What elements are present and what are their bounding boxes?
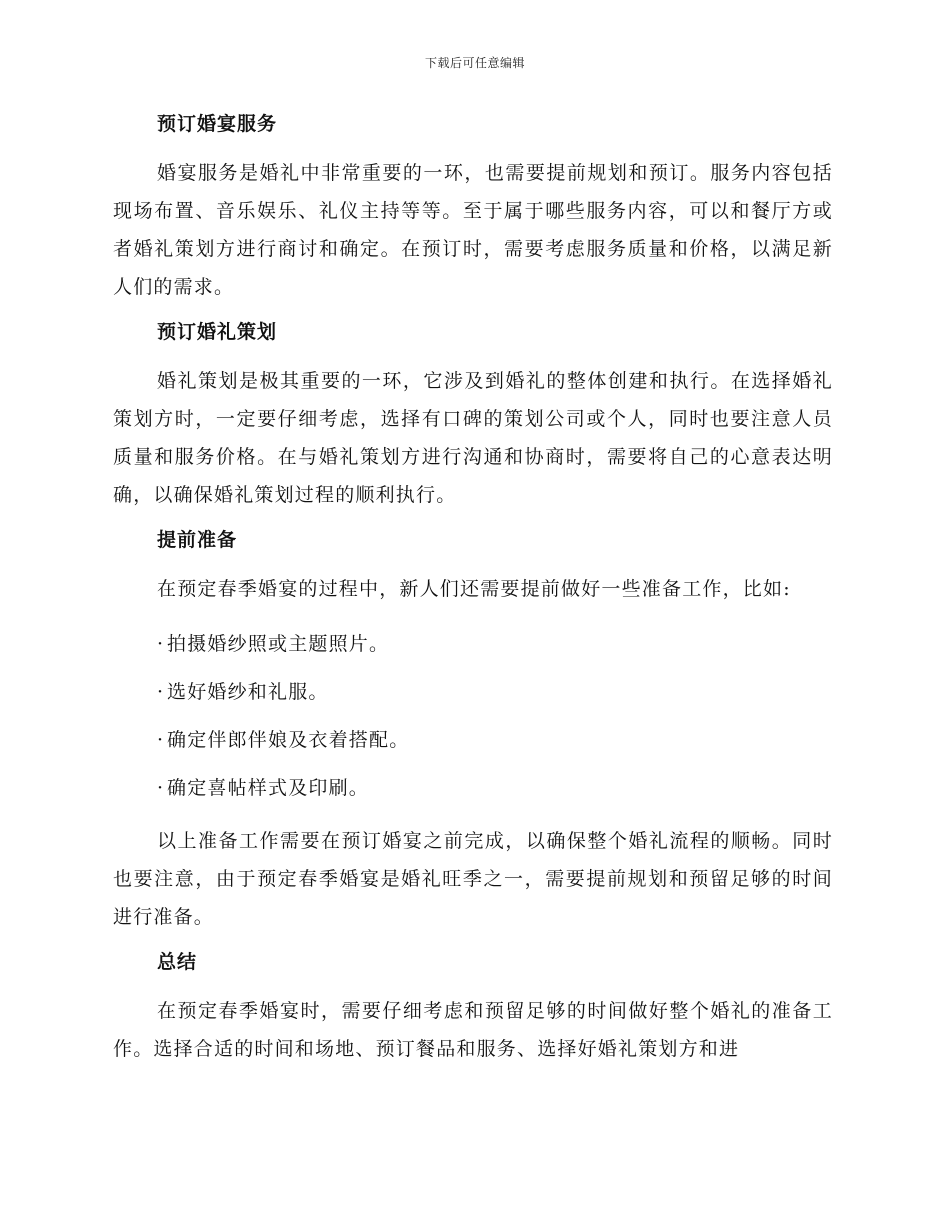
section-heading-wedding-planning: 预订婚礼策划 xyxy=(157,321,278,343)
list-item-text: 确定伴郎伴娘及衣着搭配。 xyxy=(167,729,410,751)
document-body xyxy=(113,110,833,1080)
bullet-dot-icon: · xyxy=(157,633,165,655)
section-paragraph-preparation: 在预定春季婚宴的过程中，新人们还需要提前做好一些准备工作，比如: xyxy=(157,578,791,600)
list-item xyxy=(157,678,833,706)
list-item xyxy=(157,726,833,754)
section-heading-banquet-service: 预订婚宴服务 xyxy=(157,113,278,135)
bullet-dot-icon: · xyxy=(157,777,165,799)
list-item xyxy=(157,774,833,802)
section-heading-summary: 总结 xyxy=(157,951,198,973)
bullet-dot-icon: · xyxy=(157,729,165,751)
section-paragraph-wedding-planning: 婚礼策划是极其重要的一环，它涉及到婚礼的整体创建和执行。在选择婚礼策划方时，一定要仔细考虑，选择有口碑的策划公司或个人，同时也要注意人员质量和服务价格。在与婚礼策划方进行沟通和协商时，需要将自己的心意表达明确，以确保婚礼策划过程的顺利执行。 xyxy=(113,370,833,506)
section-paragraph-banquet-service: 婚宴服务是婚礼中非常重要的一环，也需要提前规划和预订。服务内容包括现场布置、音乐娱乐、礼仪主持等等。至于属于哪些服务内容，可以和餐厅方或者婚礼策划方进行商讨和确定。在预订时，需要考虑服务质量和价格，以满足新人们的需求。 xyxy=(113,162,833,298)
list-item-text: 确定喜帖样式及印刷。 xyxy=(167,777,370,799)
section-paragraph-summary: 在预定春季婚宴时，需要仔细考虑和预留足够的时间做好整个婚礼的准备工作。选择合适的时间和场地、预订餐品和服务、选择好婚礼策划方和进 xyxy=(113,1000,833,1060)
section-paragraph-preparation-summary: 以上准备工作需要在预订婚宴之前完成，以确保整个婚礼流程的顺畅。同时也要注意，由于预定春季婚宴是婚礼旺季之一，需要提前规划和预留足够的时间进行准备。 xyxy=(113,830,833,928)
section-heading-preparation: 提前准备 xyxy=(157,529,238,551)
bullet-dot-icon: · xyxy=(157,681,165,703)
list-item xyxy=(157,630,833,658)
list-item-text: 拍摄婚纱照或主题照片。 xyxy=(167,633,390,655)
list-item-text: 选好婚纱和礼服。 xyxy=(167,681,329,703)
page-header: 下载后可任意编辑 xyxy=(424,56,525,70)
